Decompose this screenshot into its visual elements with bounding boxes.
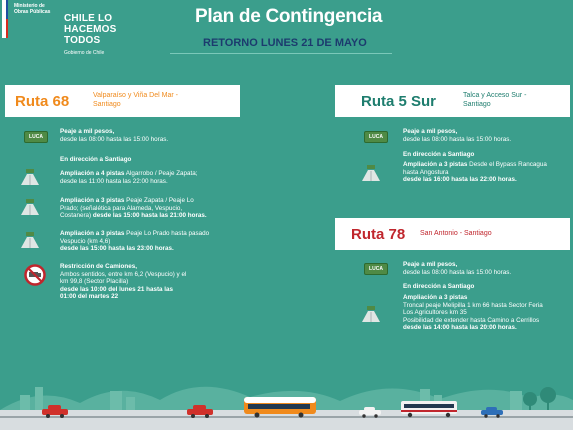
ruta5-header [335,85,570,117]
red-car-icon [40,404,70,418]
ruta68-desc: Valparaíso y Viña Del Mar - Santiago [93,92,178,108]
ruta68-ampliacion3: Ampliación a 3 pistas Peaje Lo Prado hasta pasado Vespucio (km 4,6) desde las 15:00 hasta las 23:00 horas. [60,230,210,252]
ruta78-peaje: Peaje a mil pesos, desde las 08:00 hasta las 15:00 horas. [403,261,512,276]
ruta5-peaje: Peaje a mil pesos, desde las 08:00 hasta las 15:00 horas. [403,128,512,143]
blue-car-icon [480,406,504,418]
page-title: Plan de Contingencia [195,6,383,27]
ruta78-ampliacion: Ampliación a 3 pistas Troncal peaje Melipilla 1 km 66 hasta Sector Feria Los Agricultores km 35 Posibilidad de extender hasta Camino a Cerrillos desde las 14:00 hasta las 20:00 horas. [403,294,543,331]
toll-luca-icon: LUCA [364,131,388,143]
road-lanes-icon [358,165,384,181]
ruta68-name: Ruta 68 [15,93,70,110]
ruta78-header [335,218,570,250]
road-lanes-icon [358,306,384,322]
logo-chile-text: CHILE LO HACEMOS TODOS [64,13,117,46]
toll-luca-icon: LUCA [24,131,48,143]
ruta68-restriccion: Restricción de Camiones, Ambos sentidos, entre km 6,2 (Vespucio) y el km 99,8 (Sector Placilla) desde las 10:00 del lunes 21 hasta las 01:00 del martes 22 [60,263,187,300]
ruta68-header [5,85,240,117]
ruta5-direction: En dirección a Santiago [403,151,475,158]
bus-icon [243,396,317,418]
toll-luca-icon: LUCA [364,263,388,275]
road-lanes-icon [17,169,43,185]
white-car-icon [358,406,382,418]
page-subtitle: RETORNO LUNES 21 DE MAYO [203,37,367,49]
subtitle-divider [170,53,392,54]
ruta68-ampliacion2: Ampliación a 3 pistas Peaje Zapata / Peaje Lo Prado; (señalética para Alameda, Vespucio, Costanera) desde las 15:00 hasta las 21:00 horas. [60,197,207,219]
logo-gobierno-text: Gobierno de Chile [64,50,105,56]
ruta68-ampliacion1: Ampliación a 4 pistas Algarrobo / Peaje Zapata; desde las 11:00 hasta las 22:00 horas. [60,170,198,185]
white-bus-icon [400,400,458,418]
ruta5-desc: Talca y Acceso Sur - Santiago [463,92,527,108]
red-car-icon [185,404,215,418]
ruta5-name: Ruta 5 Sur [361,93,437,110]
ruta68-direction: En dirección a Santiago [60,156,132,163]
ruta78-desc: San Antonio - Santiago [420,230,492,237]
ruta5-ampliacion: Ampliación a 3 pistas Desde el Bypass Rancagua hasta Angostura desde las 16:00 hasta las 22:00 horas. [403,161,547,183]
no-trucks-icon [24,264,46,286]
ruta68-peaje: Peaje a mil pesos, desde las 08:00 hasta las 15:00 horas. [60,128,169,143]
ruta78-name: Ruta 78 [351,226,406,243]
road-lanes-icon [17,199,43,215]
road-lanes-icon [17,232,43,248]
logo-ministry-text: Ministerio de Obras Públicas [14,3,51,15]
ruta78-direction: En dirección a Santiago [403,283,475,290]
